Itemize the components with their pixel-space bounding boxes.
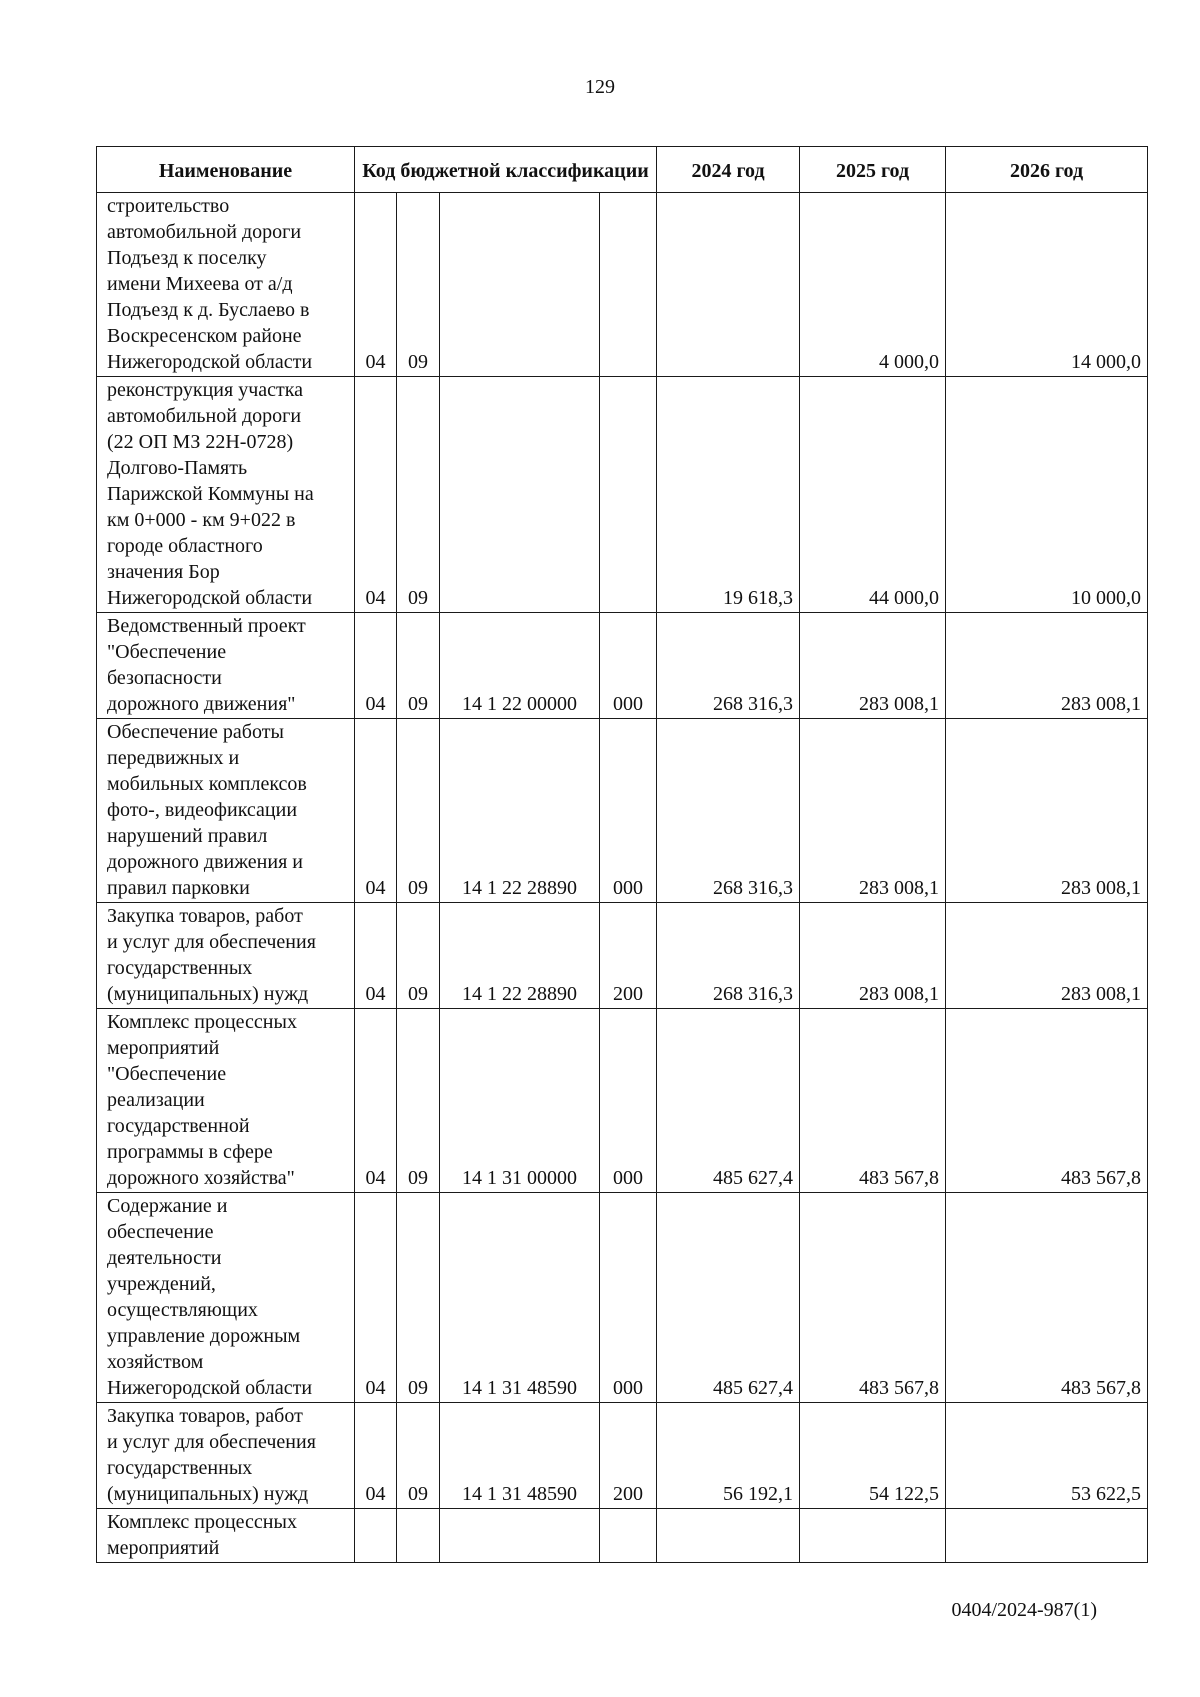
row-name-text: Содержание и обеспечение деятельности учреждений, осуществляющих управление дорожным хозяйством Нижегородской области	[107, 1195, 313, 1399]
row-name-text: Закупка товаров, работ и услуг для обеспечения государственных (муниципальных) нужд	[107, 1405, 316, 1505]
row-2026-cell: 483 567,8	[946, 1193, 1148, 1403]
table-row	[97, 1403, 1148, 1509]
row-csr-cell: 14 1 22 28890	[440, 903, 600, 1009]
row-name-cell	[97, 903, 355, 1009]
row-pr-cell	[397, 1509, 440, 1563]
row-name-text: Закупка товаров, работ и услуг для обеспечения государственных (муниципальных) нужд	[107, 905, 316, 1005]
row-vr-cell	[600, 377, 657, 613]
page-number: 129	[585, 76, 615, 98]
row-2026-cell: 283 008,1	[946, 613, 1148, 719]
document-number: 0404/2024-987(1)	[951, 1599, 1097, 1621]
row-2025-cell: 283 008,1	[800, 903, 946, 1009]
row-csr-cell	[440, 193, 600, 377]
row-csr-cell	[440, 377, 600, 613]
row-name-cell	[97, 1403, 355, 1509]
row-name-cell	[97, 193, 355, 377]
row-csr-cell: 14 1 31 48590	[440, 1193, 600, 1403]
table-header-row	[97, 147, 1148, 193]
row-2024-cell: 485 627,4	[657, 1009, 800, 1193]
row-2026-cell	[946, 1509, 1148, 1563]
row-2025-cell: 483 567,8	[800, 1009, 946, 1193]
row-2025-cell	[800, 1509, 946, 1563]
row-pr-cell: 09	[397, 719, 440, 903]
row-2026-cell: 10 000,0	[946, 377, 1148, 613]
table-row	[97, 1009, 1148, 1193]
table-row	[97, 377, 1148, 613]
row-2026-cell: 283 008,1	[946, 719, 1148, 903]
row-csr-cell: 14 1 22 00000	[440, 613, 600, 719]
row-csr-cell: 14 1 31 00000	[440, 1009, 600, 1193]
row-rz-cell: 04	[355, 613, 397, 719]
row-pr-cell: 09	[397, 377, 440, 613]
row-csr-cell	[440, 1509, 600, 1563]
row-2024-cell	[657, 193, 800, 377]
row-pr-cell: 09	[397, 613, 440, 719]
header-2025: 2025 год	[800, 147, 946, 193]
row-2024-cell: 268 316,3	[657, 903, 800, 1009]
row-name-text: Обеспечение работы передвижных и мобильных комплексов фото-, видеофиксации нарушений правил дорожного движения и правил парковки	[107, 721, 307, 899]
row-vr-cell: 000	[600, 1009, 657, 1193]
row-pr-cell: 09	[397, 903, 440, 1009]
row-rz-cell: 04	[355, 1009, 397, 1193]
table-row	[97, 903, 1148, 1009]
table-row	[97, 719, 1148, 903]
row-2026-cell: 483 567,8	[946, 1009, 1148, 1193]
row-2025-cell: 44 000,0	[800, 377, 946, 613]
row-name-text: Комплекс процессных мероприятий	[107, 1511, 297, 1559]
row-csr-cell: 14 1 31 48590	[440, 1403, 600, 1509]
row-rz-cell: 04	[355, 1403, 397, 1509]
row-name-text: Ведомственный проект "Обеспечение безопасности дорожного движения"	[107, 615, 306, 715]
row-2024-cell: 268 316,3	[657, 613, 800, 719]
row-pr-cell: 09	[397, 1009, 440, 1193]
row-name-text: реконструкция участка автомобильной дороги (22 ОП МЗ 22Н-0728) Долгово-Память Парижской Коммуны на км 0+000 - км 9+022 в городе областного значения Бор Нижегородской области	[107, 379, 314, 609]
row-2026-cell: 53 622,5	[946, 1403, 1148, 1509]
row-vr-cell: 200	[600, 903, 657, 1009]
row-pr-cell: 09	[397, 1403, 440, 1509]
table-row	[97, 193, 1148, 377]
row-name-text: строительство автомобильной дороги Подъезд к поселку имени Михеева от а/д Подъезд к д. Буслаево в Воскресенском районе Нижегородской области	[107, 195, 313, 373]
row-vr-cell: 000	[600, 613, 657, 719]
row-2025-cell: 54 122,5	[800, 1403, 946, 1509]
budget-table	[96, 146, 1148, 1563]
row-vr-cell	[600, 1509, 657, 1563]
row-rz-cell	[355, 1509, 397, 1563]
row-vr-cell: 000	[600, 1193, 657, 1403]
row-name-text: Комплекс процессных мероприятий "Обеспечение реализации государственной программы в сфере дорожного хозяйства"	[107, 1011, 297, 1189]
table-row	[97, 1509, 1148, 1563]
row-pr-cell: 09	[397, 193, 440, 377]
row-2026-cell: 283 008,1	[946, 903, 1148, 1009]
row-2026-cell: 14 000,0	[946, 193, 1148, 377]
header-code: Код бюджетной классификации	[355, 147, 657, 193]
row-name-cell	[97, 613, 355, 719]
header-name: Наименование	[97, 147, 355, 193]
row-2025-cell: 483 567,8	[800, 1193, 946, 1403]
row-2025-cell: 283 008,1	[800, 613, 946, 719]
row-csr-cell: 14 1 22 28890	[440, 719, 600, 903]
row-2024-cell	[657, 1509, 800, 1563]
row-rz-cell: 04	[355, 719, 397, 903]
row-2024-cell: 56 192,1	[657, 1403, 800, 1509]
header-2026: 2026 год	[946, 147, 1148, 193]
row-name-cell	[97, 1009, 355, 1193]
row-vr-cell: 200	[600, 1403, 657, 1509]
row-rz-cell: 04	[355, 377, 397, 613]
row-rz-cell: 04	[355, 903, 397, 1009]
table-row	[97, 1193, 1148, 1403]
table-body	[97, 193, 1148, 1563]
row-pr-cell: 09	[397, 1193, 440, 1403]
table-row	[97, 613, 1148, 719]
row-rz-cell: 04	[355, 1193, 397, 1403]
row-vr-cell	[600, 193, 657, 377]
row-name-cell	[97, 377, 355, 613]
header-2024: 2024 год	[657, 147, 800, 193]
row-2025-cell: 4 000,0	[800, 193, 946, 377]
row-2024-cell: 485 627,4	[657, 1193, 800, 1403]
row-name-cell	[97, 1193, 355, 1403]
row-name-cell	[97, 1509, 355, 1563]
row-2024-cell: 19 618,3	[657, 377, 800, 613]
row-rz-cell: 04	[355, 193, 397, 377]
row-vr-cell: 000	[600, 719, 657, 903]
row-name-cell	[97, 719, 355, 903]
row-2024-cell: 268 316,3	[657, 719, 800, 903]
row-2025-cell: 283 008,1	[800, 719, 946, 903]
